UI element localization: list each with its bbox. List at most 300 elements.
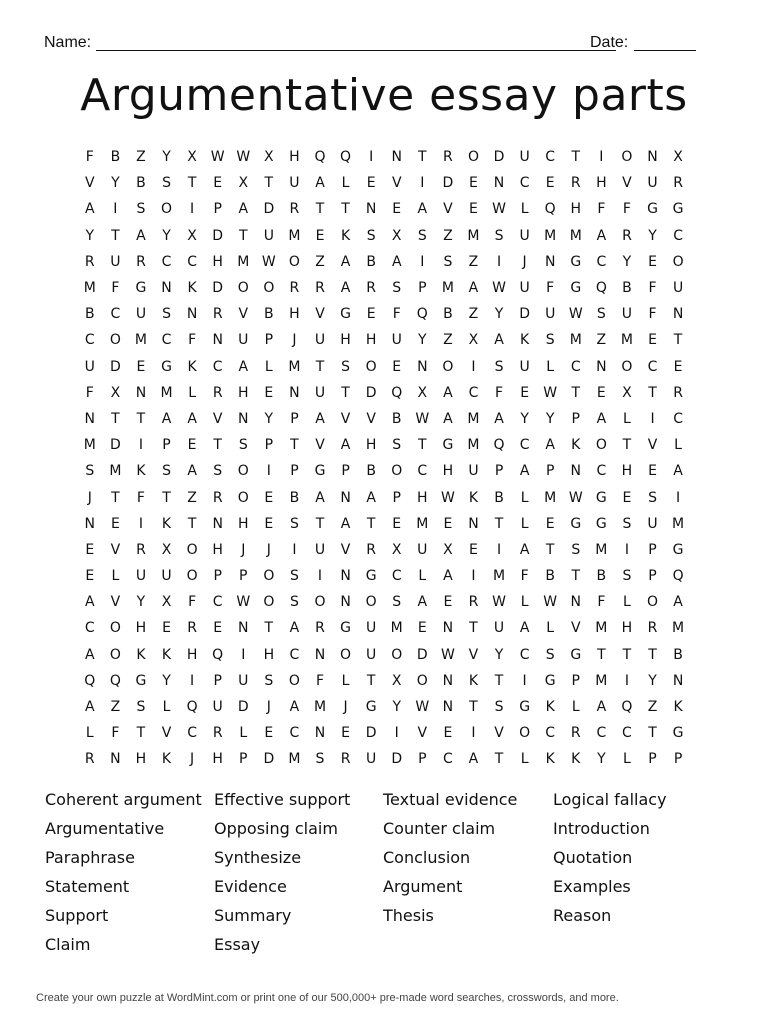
grid-letter[interactable]: I: [650, 410, 655, 427]
grid-letter[interactable]: O: [109, 646, 121, 663]
grid-letter[interactable]: U: [545, 306, 556, 323]
grid-letter[interactable]: N: [289, 384, 300, 401]
grid-letter[interactable]: H: [365, 332, 377, 349]
grid-letter[interactable]: I: [420, 253, 425, 270]
grid-letter[interactable]: T: [494, 751, 504, 768]
grid-letter[interactable]: N: [340, 568, 351, 585]
grid-letter[interactable]: U: [519, 227, 530, 244]
grid-letter[interactable]: J: [190, 751, 195, 768]
grid-letter[interactable]: I: [113, 201, 118, 218]
grid-letter[interactable]: A: [443, 568, 453, 585]
grid-letter[interactable]: N: [84, 515, 96, 532]
grid-letter[interactable]: O: [391, 463, 403, 480]
grid-letter[interactable]: P: [648, 568, 657, 585]
grid-letter[interactable]: P: [494, 463, 504, 480]
grid-letter[interactable]: T: [264, 620, 274, 637]
grid-letter[interactable]: V: [340, 410, 351, 427]
grid-letter[interactable]: P: [264, 437, 274, 454]
grid-letter[interactable]: E: [85, 568, 95, 585]
grid-letter[interactable]: N: [442, 620, 454, 637]
grid-letter[interactable]: U: [135, 306, 147, 323]
grid-letter[interactable]: M: [390, 620, 403, 637]
grid-letter[interactable]: I: [471, 568, 476, 585]
grid-letter[interactable]: C: [161, 253, 172, 270]
grid-letter[interactable]: O: [263, 568, 275, 585]
grid-letter[interactable]: A: [391, 253, 402, 270]
grid-letter[interactable]: M: [83, 280, 96, 297]
grid-letter[interactable]: E: [622, 489, 632, 506]
grid-letter[interactable]: E: [469, 541, 478, 558]
grid-letter[interactable]: T: [366, 672, 376, 689]
grid-letter[interactable]: E: [545, 175, 555, 192]
grid-letter[interactable]: D: [263, 201, 275, 218]
grid-letter[interactable]: U: [289, 175, 300, 192]
grid-letter[interactable]: A: [340, 253, 351, 270]
grid-letter[interactable]: L: [85, 725, 94, 742]
grid-letter[interactable]: N: [596, 358, 607, 375]
grid-letter[interactable]: A: [366, 489, 376, 506]
grid-letter[interactable]: I: [420, 175, 425, 192]
grid-letter[interactable]: A: [161, 410, 172, 427]
grid-letter[interactable]: H: [263, 646, 275, 663]
grid-letter[interactable]: E: [315, 227, 325, 244]
grid-letter[interactable]: K: [161, 751, 172, 768]
grid-letter[interactable]: Q: [84, 672, 96, 689]
grid-letter[interactable]: G: [340, 620, 351, 637]
grid-letter[interactable]: H: [570, 201, 582, 218]
grid-letter[interactable]: F: [188, 594, 197, 611]
grid-letter[interactable]: E: [673, 358, 683, 375]
grid-letter[interactable]: M: [595, 541, 608, 558]
grid-letter[interactable]: A: [443, 410, 453, 427]
grid-letter[interactable]: P: [213, 672, 222, 689]
grid-letter[interactable]: R: [84, 751, 95, 768]
grid-letter[interactable]: D: [519, 306, 530, 323]
grid-letter[interactable]: Z: [110, 699, 121, 716]
grid-letter[interactable]: B: [366, 463, 376, 480]
grid-letter[interactable]: F: [622, 201, 631, 218]
grid-letter[interactable]: B: [596, 568, 607, 585]
grid-letter[interactable]: F: [495, 384, 504, 401]
grid-letter[interactable]: H: [186, 646, 198, 663]
grid-letter[interactable]: M: [467, 227, 480, 244]
grid-letter[interactable]: R: [340, 751, 351, 768]
grid-letter[interactable]: I: [138, 437, 144, 454]
grid-letter[interactable]: E: [213, 175, 223, 192]
grid-letter[interactable]: Y: [392, 699, 401, 716]
grid-letter[interactable]: I: [317, 568, 323, 585]
grid-letter[interactable]: R: [289, 280, 300, 297]
grid-letter[interactable]: I: [241, 646, 246, 663]
grid-letter[interactable]: G: [672, 725, 684, 742]
grid-letter[interactable]: T: [111, 489, 120, 506]
grid-letter[interactable]: C: [622, 725, 632, 742]
grid-letter[interactable]: T: [648, 725, 657, 742]
grid-letter[interactable]: T: [315, 515, 325, 532]
grid-letter[interactable]: O: [186, 541, 198, 558]
grid-letter[interactable]: J: [522, 253, 527, 270]
grid-letter[interactable]: V: [391, 175, 402, 192]
grid-letter[interactable]: E: [392, 515, 402, 532]
grid-letter[interactable]: W: [440, 646, 455, 663]
grid-letter[interactable]: U: [366, 646, 377, 663]
grid-letter[interactable]: G: [365, 699, 377, 716]
grid-letter[interactable]: V: [315, 306, 325, 323]
grid-letter[interactable]: Y: [494, 306, 504, 323]
grid-letter[interactable]: P: [571, 410, 580, 427]
grid-letter[interactable]: M: [109, 463, 122, 480]
grid-letter[interactable]: S: [392, 437, 402, 454]
grid-letter[interactable]: E: [213, 620, 223, 637]
grid-letter[interactable]: T: [341, 201, 350, 218]
grid-letter[interactable]: N: [647, 149, 658, 166]
grid-letter[interactable]: A: [519, 463, 530, 480]
grid-letter[interactable]: D: [212, 280, 224, 297]
grid-letter[interactable]: R: [443, 149, 453, 166]
grid-letter[interactable]: T: [418, 149, 427, 166]
grid-letter[interactable]: F: [111, 280, 120, 297]
grid-letter[interactable]: E: [392, 201, 402, 218]
grid-letter[interactable]: E: [443, 594, 453, 611]
grid-letter[interactable]: B: [289, 489, 300, 506]
grid-letter[interactable]: M: [595, 672, 608, 689]
grid-letter[interactable]: I: [471, 358, 476, 375]
grid-letter[interactable]: H: [621, 620, 633, 637]
grid-letter[interactable]: U: [314, 332, 326, 349]
grid-letter[interactable]: O: [365, 594, 377, 611]
grid-letter[interactable]: N: [493, 175, 505, 192]
grid-letter[interactable]: I: [624, 672, 629, 689]
grid-letter[interactable]: N: [314, 646, 326, 663]
grid-letter[interactable]: I: [369, 149, 374, 166]
grid-letter[interactable]: N: [110, 751, 121, 768]
grid-letter[interactable]: Q: [416, 306, 428, 323]
grid-letter[interactable]: T: [290, 437, 299, 454]
grid-letter[interactable]: A: [238, 358, 249, 375]
grid-letter[interactable]: R: [136, 253, 146, 270]
grid-letter[interactable]: S: [162, 175, 171, 192]
grid-letter[interactable]: V: [110, 594, 121, 611]
grid-letter[interactable]: W: [415, 410, 430, 427]
grid-letter[interactable]: N: [314, 725, 326, 742]
grid-letter[interactable]: Y: [520, 410, 529, 427]
grid-letter[interactable]: G: [570, 253, 582, 270]
grid-letter[interactable]: C: [647, 358, 658, 375]
grid-letter[interactable]: E: [443, 515, 453, 532]
grid-letter[interactable]: M: [288, 358, 301, 375]
grid-letter[interactable]: O: [340, 646, 352, 663]
grid-letter[interactable]: C: [417, 463, 428, 480]
grid-letter[interactable]: G: [340, 306, 351, 323]
grid-letter[interactable]: D: [365, 725, 377, 742]
grid-letter[interactable]: K: [468, 489, 479, 506]
grid-letter[interactable]: R: [673, 384, 683, 401]
grid-letter[interactable]: K: [468, 672, 479, 689]
grid-letter[interactable]: M: [672, 515, 685, 532]
grid-letter[interactable]: Y: [85, 227, 95, 244]
grid-letter[interactable]: I: [394, 725, 399, 742]
grid-letter[interactable]: M: [467, 437, 480, 454]
grid-letter[interactable]: D: [212, 227, 224, 244]
grid-letter[interactable]: C: [468, 384, 479, 401]
grid-letter[interactable]: S: [494, 358, 504, 375]
grid-letter[interactable]: I: [190, 201, 195, 218]
grid-letter[interactable]: O: [288, 253, 300, 270]
grid-letter[interactable]: O: [519, 725, 531, 742]
grid-letter[interactable]: N: [570, 594, 582, 611]
grid-letter[interactable]: N: [212, 515, 223, 532]
grid-letter[interactable]: Z: [468, 253, 479, 270]
grid-letter[interactable]: H: [212, 253, 223, 270]
grid-letter[interactable]: Q: [544, 201, 556, 218]
grid-letter[interactable]: D: [365, 384, 377, 401]
grid-letter[interactable]: M: [544, 227, 557, 244]
grid-letter[interactable]: Q: [340, 149, 352, 166]
grid-letter[interactable]: M: [544, 489, 557, 506]
grid-letter[interactable]: L: [623, 751, 631, 768]
grid-letter[interactable]: Z: [136, 149, 146, 166]
grid-letter[interactable]: B: [673, 646, 683, 663]
grid-letter[interactable]: Y: [494, 646, 504, 663]
grid-letter[interactable]: B: [545, 568, 555, 585]
grid-letter[interactable]: C: [570, 358, 581, 375]
grid-letter[interactable]: X: [673, 149, 683, 166]
grid-letter[interactable]: M: [134, 332, 147, 349]
grid-letter[interactable]: T: [494, 515, 504, 532]
grid-letter[interactable]: W: [492, 594, 506, 611]
grid-letter[interactable]: S: [494, 227, 504, 244]
grid-letter[interactable]: V: [417, 725, 428, 742]
grid-letter[interactable]: R: [673, 175, 683, 192]
grid-letter[interactable]: T: [469, 699, 478, 716]
grid-letter[interactable]: C: [519, 175, 530, 192]
grid-letter[interactable]: K: [545, 751, 555, 768]
name-field[interactable]: [96, 32, 616, 51]
grid-letter[interactable]: H: [442, 463, 454, 480]
grid-letter[interactable]: F: [136, 489, 145, 506]
grid-letter[interactable]: J: [87, 489, 92, 506]
grid-letter[interactable]: K: [187, 358, 197, 375]
grid-letter[interactable]: Q: [621, 699, 633, 716]
grid-letter[interactable]: P: [239, 751, 248, 768]
grid-letter[interactable]: Y: [162, 227, 171, 244]
grid-letter[interactable]: N: [238, 410, 249, 427]
grid-letter[interactable]: P: [545, 463, 555, 480]
grid-letter[interactable]: G: [595, 515, 607, 532]
grid-letter[interactable]: I: [266, 463, 271, 480]
grid-letter[interactable]: C: [110, 306, 121, 323]
grid-letter[interactable]: H: [621, 463, 633, 480]
grid-letter[interactable]: A: [289, 699, 300, 716]
grid-letter[interactable]: G: [570, 646, 582, 663]
grid-letter[interactable]: A: [85, 594, 95, 611]
grid-letter[interactable]: V: [468, 646, 479, 663]
grid-letter[interactable]: V: [647, 437, 658, 454]
grid-letter[interactable]: H: [417, 489, 428, 506]
grid-letter[interactable]: T: [111, 227, 120, 244]
grid-letter[interactable]: I: [676, 489, 681, 506]
grid-letter[interactable]: F: [648, 280, 657, 297]
grid-letter[interactable]: E: [187, 437, 197, 454]
grid-letter[interactable]: M: [416, 515, 429, 532]
grid-letter[interactable]: R: [84, 253, 95, 270]
grid-letter[interactable]: V: [622, 175, 632, 192]
grid-letter[interactable]: R: [289, 201, 300, 218]
grid-letter[interactable]: S: [289, 594, 299, 611]
grid-letter[interactable]: Y: [418, 332, 427, 349]
grid-letter[interactable]: J: [266, 699, 271, 716]
grid-letter[interactable]: R: [212, 384, 223, 401]
grid-letter[interactable]: T: [213, 437, 222, 454]
grid-letter[interactable]: A: [289, 620, 300, 637]
grid-letter[interactable]: M: [595, 620, 608, 637]
grid-letter[interactable]: L: [520, 201, 529, 218]
grid-letter[interactable]: H: [237, 384, 249, 401]
grid-letter[interactable]: A: [494, 410, 504, 427]
grid-letter[interactable]: B: [110, 149, 121, 166]
grid-letter[interactable]: L: [623, 410, 631, 427]
grid-letter[interactable]: T: [341, 384, 350, 401]
grid-letter[interactable]: K: [187, 280, 197, 297]
grid-letter[interactable]: X: [187, 227, 197, 244]
grid-letter[interactable]: W: [415, 699, 430, 716]
grid-letter[interactable]: C: [519, 437, 530, 454]
grid-letter[interactable]: R: [622, 227, 632, 244]
grid-letter[interactable]: P: [290, 463, 299, 480]
grid-letter[interactable]: L: [520, 489, 529, 506]
grid-letter[interactable]: F: [85, 149, 94, 166]
grid-letter[interactable]: E: [264, 725, 274, 742]
grid-letter[interactable]: T: [187, 175, 197, 192]
grid-letter[interactable]: N: [84, 410, 96, 427]
grid-letter[interactable]: T: [494, 672, 504, 689]
grid-letter[interactable]: X: [468, 332, 479, 349]
grid-letter[interactable]: M: [288, 751, 301, 768]
grid-letter[interactable]: S: [289, 515, 299, 532]
grid-letter[interactable]: N: [468, 515, 479, 532]
grid-letter[interactable]: R: [315, 280, 325, 297]
grid-letter[interactable]: E: [417, 620, 427, 637]
grid-letter[interactable]: E: [136, 358, 146, 375]
grid-letter[interactable]: A: [85, 646, 95, 663]
grid-letter[interactable]: Q: [186, 699, 198, 716]
grid-letter[interactable]: R: [212, 306, 223, 323]
grid-letter[interactable]: M: [441, 280, 454, 297]
grid-letter[interactable]: U: [366, 751, 377, 768]
grid-letter[interactable]: C: [442, 751, 453, 768]
grid-letter[interactable]: F: [648, 306, 657, 323]
grid-letter[interactable]: A: [468, 751, 479, 768]
grid-letter[interactable]: O: [621, 358, 633, 375]
grid-letter[interactable]: K: [136, 646, 146, 663]
grid-letter[interactable]: F: [546, 280, 555, 297]
grid-letter[interactable]: V: [340, 541, 351, 558]
grid-letter[interactable]: P: [239, 568, 248, 585]
grid-letter[interactable]: O: [263, 594, 275, 611]
grid-letter[interactable]: A: [417, 594, 428, 611]
grid-letter[interactable]: S: [264, 672, 274, 689]
grid-letter[interactable]: N: [544, 253, 556, 270]
grid-letter[interactable]: O: [672, 253, 684, 270]
grid-letter[interactable]: S: [596, 306, 606, 323]
grid-letter[interactable]: Z: [443, 332, 453, 349]
grid-letter[interactable]: A: [494, 332, 504, 349]
grid-letter[interactable]: A: [519, 620, 530, 637]
grid-letter[interactable]: V: [494, 725, 504, 742]
grid-letter[interactable]: C: [187, 725, 197, 742]
grid-letter[interactable]: I: [292, 541, 297, 558]
grid-letter[interactable]: P: [264, 332, 274, 349]
grid-letter[interactable]: A: [315, 410, 325, 427]
grid-letter[interactable]: H: [135, 751, 147, 768]
grid-letter[interactable]: L: [546, 358, 555, 375]
grid-letter[interactable]: A: [315, 175, 325, 192]
grid-letter[interactable]: O: [161, 201, 173, 218]
grid-letter[interactable]: Y: [136, 594, 146, 611]
grid-letter[interactable]: L: [674, 437, 682, 454]
grid-letter[interactable]: A: [673, 594, 683, 611]
grid-letter[interactable]: W: [440, 489, 455, 506]
grid-letter[interactable]: A: [340, 280, 351, 297]
grid-letter[interactable]: O: [595, 437, 607, 454]
grid-letter[interactable]: O: [237, 280, 249, 297]
grid-letter[interactable]: U: [314, 384, 326, 401]
grid-letter[interactable]: X: [264, 149, 274, 166]
grid-letter[interactable]: H: [596, 175, 607, 192]
grid-letter[interactable]: G: [672, 541, 684, 558]
grid-letter[interactable]: D: [442, 175, 454, 192]
grid-letter[interactable]: M: [672, 620, 685, 637]
grid-letter[interactable]: P: [162, 437, 171, 454]
grid-letter[interactable]: Z: [596, 332, 607, 349]
grid-letter[interactable]: V: [110, 541, 121, 558]
grid-letter[interactable]: Y: [111, 175, 120, 192]
grid-letter[interactable]: S: [392, 280, 402, 297]
grid-letter[interactable]: L: [188, 384, 196, 401]
grid-letter[interactable]: Q: [212, 646, 224, 663]
grid-letter[interactable]: A: [238, 201, 249, 218]
grid-letter[interactable]: U: [493, 620, 505, 637]
grid-letter[interactable]: T: [162, 489, 171, 506]
grid-letter[interactable]: U: [391, 332, 402, 349]
grid-letter[interactable]: O: [237, 463, 249, 480]
grid-letter[interactable]: A: [468, 280, 479, 297]
grid-letter[interactable]: K: [673, 699, 683, 716]
grid-letter[interactable]: W: [210, 149, 225, 166]
grid-letter[interactable]: M: [313, 699, 327, 716]
grid-letter[interactable]: N: [161, 280, 172, 297]
grid-letter[interactable]: C: [84, 332, 95, 349]
grid-letter[interactable]: F: [188, 332, 197, 349]
grid-letter[interactable]: H: [365, 437, 377, 454]
grid-letter[interactable]: T: [366, 515, 376, 532]
grid-letter[interactable]: O: [288, 672, 300, 689]
grid-letter[interactable]: L: [341, 672, 350, 689]
grid-letter[interactable]: V: [443, 201, 453, 218]
grid-letter[interactable]: A: [85, 201, 95, 218]
grid-letter[interactable]: B: [494, 489, 504, 506]
grid-letter[interactable]: T: [545, 541, 555, 558]
grid-letter[interactable]: N: [391, 149, 402, 166]
grid-letter[interactable]: G: [672, 201, 684, 218]
grid-letter[interactable]: S: [622, 515, 632, 532]
grid-letter[interactable]: B: [264, 306, 274, 323]
grid-letter[interactable]: G: [442, 437, 454, 454]
grid-letter[interactable]: L: [520, 515, 529, 532]
grid-letter[interactable]: A: [340, 515, 351, 532]
grid-letter[interactable]: R: [468, 594, 479, 611]
grid-letter[interactable]: A: [340, 437, 351, 454]
